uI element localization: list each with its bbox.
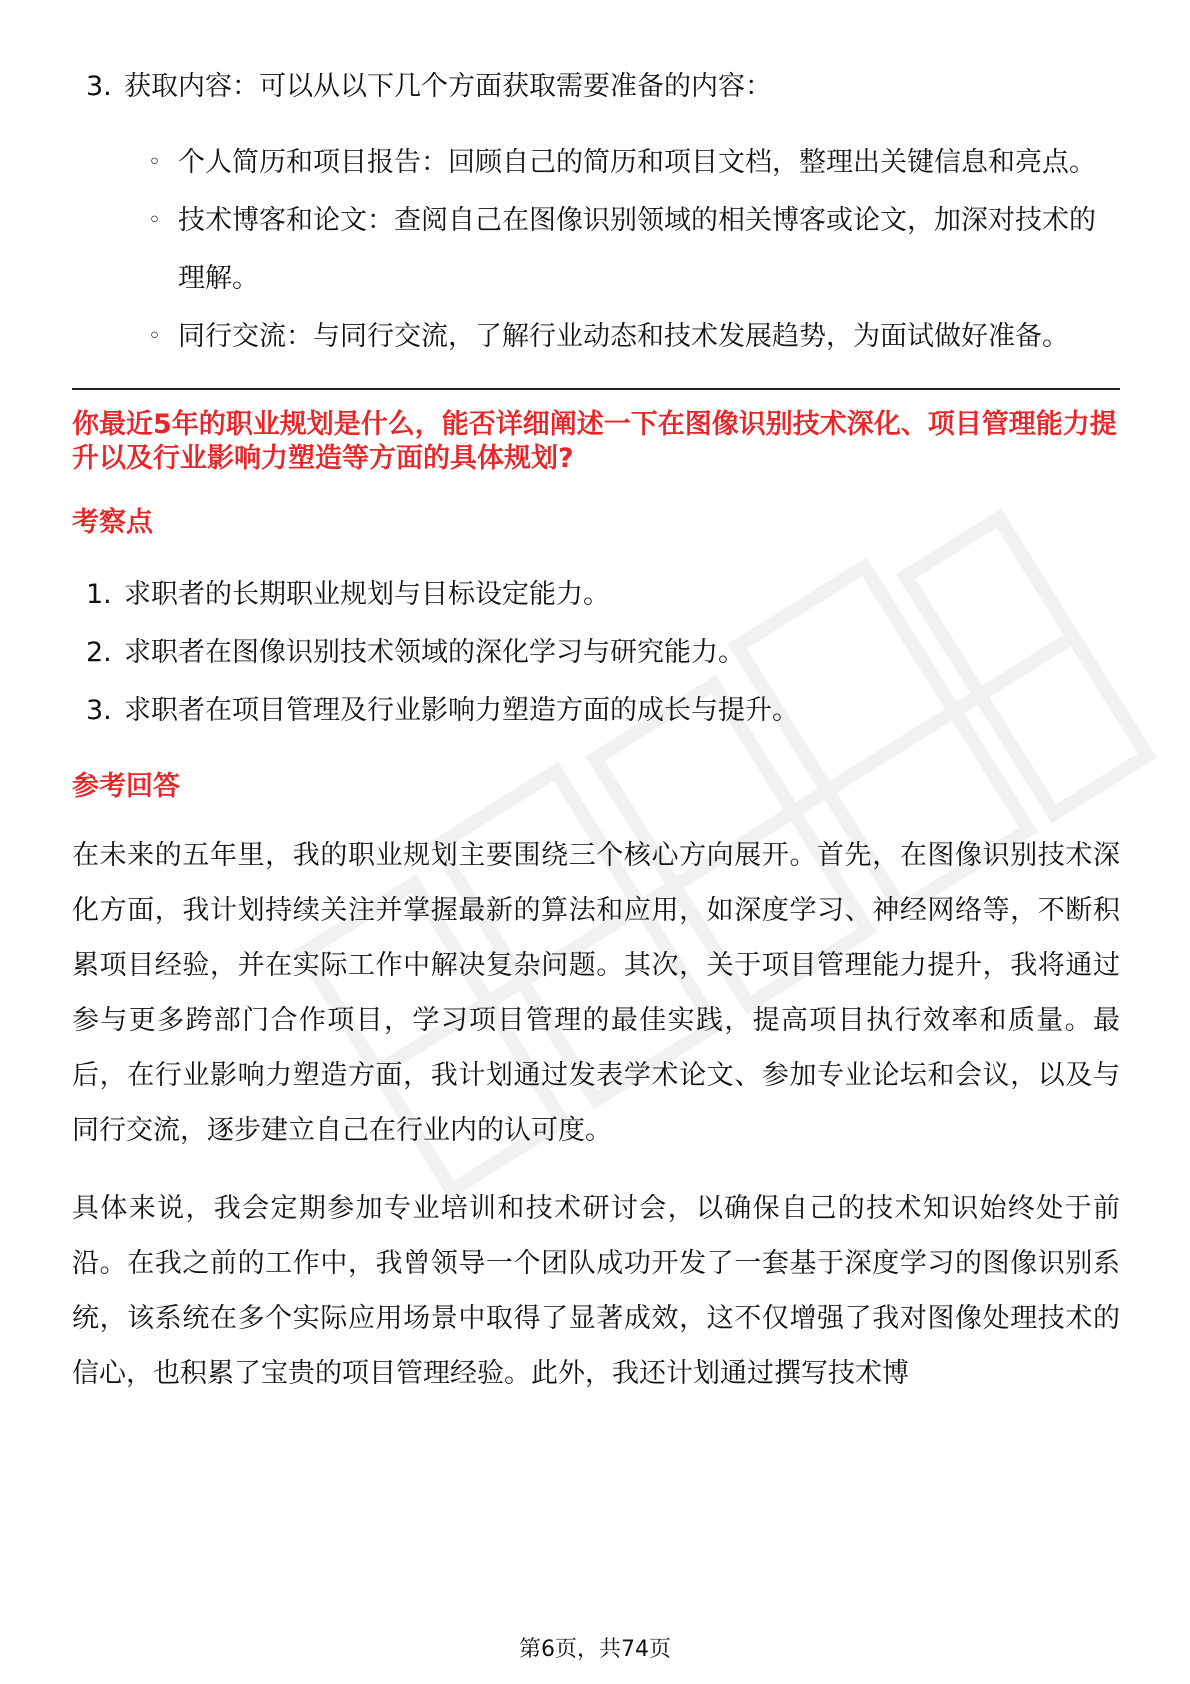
list-number: 3. bbox=[86, 71, 112, 102]
list-item-text: 求职者在项目管理及行业影响力塑造方面的成长与提升。 bbox=[124, 695, 799, 726]
list-number: 1. bbox=[86, 579, 112, 610]
list-number: 2. bbox=[86, 637, 112, 668]
top-list-item-3 bbox=[72, 58, 1120, 116]
assessment-item bbox=[72, 566, 1120, 624]
bullet-item bbox=[148, 192, 1120, 308]
list-item-text: 求职者在图像识别技术领域的深化学习与研究能力。 bbox=[124, 637, 745, 668]
assessment-item bbox=[72, 682, 1120, 740]
hollow-bullet-icon: ◦ bbox=[148, 150, 161, 175]
answer-body bbox=[72, 828, 1120, 1401]
bullet-item bbox=[148, 308, 1120, 366]
assessment-item bbox=[72, 624, 1120, 682]
answer-heading: 参考回答 bbox=[72, 771, 180, 802]
bullet-list bbox=[72, 134, 1120, 366]
answer-paragraph: 具体来说，我会定期参加专业培训和技术研讨会，以确保自己的技术知识始终处于前沿。在我之前的工作中，我曾领导一个团队成功开发了一套基于深度学习的图像识别系统，该系统在多个实际应用场景中取得了显著成效，这不仅增强了我对图像处理技术的信心，也积累了宝贵的项目管理经验。此外，我还计划通过撰写技术博 bbox=[72, 1193, 1120, 1389]
hollow-bullet-icon: ◦ bbox=[148, 208, 161, 233]
hollow-bullet-icon: ◦ bbox=[148, 324, 161, 349]
content-area bbox=[72, 58, 1120, 1401]
bullet-text: 技术博客和论文：查阅自己在图像识别领域的相关博客或论文，加深对技术的理解。 bbox=[178, 205, 1096, 294]
bullet-text: 个人简历和项目报告：回顾自己的简历和项目文档，整理出关键信息和亮点。 bbox=[178, 147, 1096, 178]
section-divider bbox=[72, 388, 1120, 390]
answer-paragraph: 在未来的五年里，我的职业规划主要围绕三个核心方向展开。首先，在图像识别技术深化方面，我计划持续关注并掌握最新的算法和应用，如深度学习、神经网络等，不断积累项目经验，并在实际工作中解决复杂问题。其次，关于项目管理能力提升，我将通过参与更多跨部门合作项目，学习项目管理的最佳实践，提高项目执行效率和质量。最后，在行业影响力塑造方面，我计划通过发表学术论文、参加专业论坛和会议，以及与同行交流，逐步建立自己在行业内的认可度。 bbox=[72, 840, 1120, 1146]
interview-question: 你最近5年的职业规划是什么，能否详细阐述一下在图像识别技术深化、项目管理能力提升以及行业影响力塑造等方面的具体规划? bbox=[72, 409, 1117, 474]
page-number: 第6页，共74页 bbox=[519, 1637, 671, 1662]
list-number: 3. bbox=[86, 695, 112, 726]
bullet-item bbox=[148, 134, 1120, 192]
list-item-text: 获取内容：可以从以下几个方面获取需要准备的内容： bbox=[124, 71, 772, 102]
bullet-text: 同行交流：与同行交流，了解行业动态和技术发展趋势，为面试做好准备。 bbox=[178, 321, 1069, 352]
assessment-heading: 考察点 bbox=[72, 507, 153, 538]
list-item-text: 求职者的长期职业规划与目标设定能力。 bbox=[124, 579, 610, 610]
assessment-list bbox=[72, 566, 1120, 740]
